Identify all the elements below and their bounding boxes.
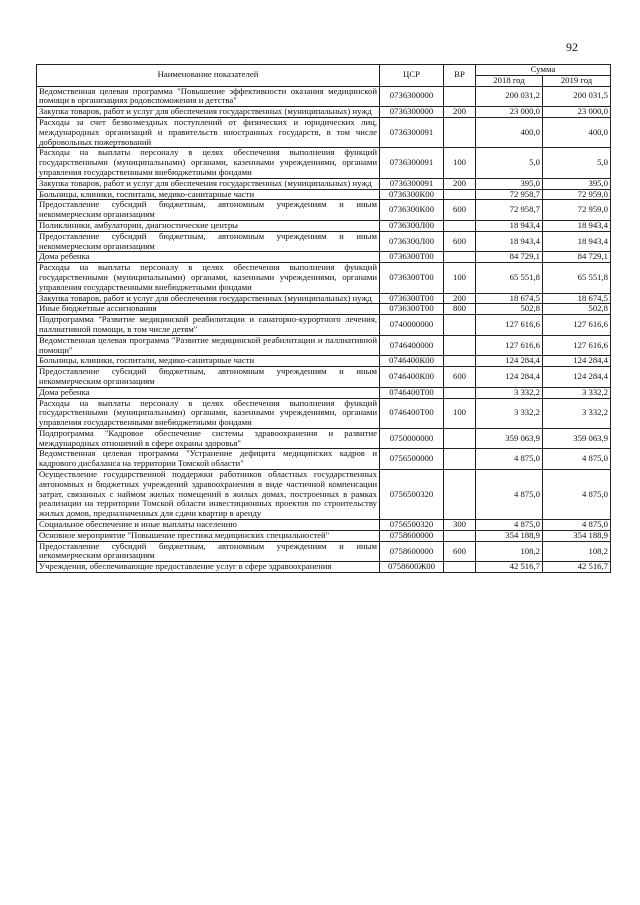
cell-csr: 0736300000 bbox=[380, 107, 444, 118]
cell-name: Предоставление субсидий бюджетным, автономным учреждениям и иным некоммерческим организациям bbox=[37, 367, 380, 388]
cell-name: Предоставление субсидий бюджетным, автономным учреждениям и иным некоммерческим организациям bbox=[37, 541, 380, 562]
cell-name: Социальное обеспечение и иные выплаты населению bbox=[37, 520, 380, 531]
cell-name: Расходы на выплаты персоналу в целях обеспечения выполнения функций государственными (муниципальными) органами, казенными учреждениями, органами управления государственными внебюджетными фондами bbox=[37, 263, 380, 293]
cell-2018: 359 063,9 bbox=[476, 428, 543, 449]
table-row bbox=[37, 562, 611, 573]
header-year-2018: 2018 год bbox=[476, 75, 543, 86]
cell-csr: 0758600Ж00 bbox=[380, 562, 444, 573]
cell-2018: 72 958,7 bbox=[476, 200, 543, 221]
table-body bbox=[37, 86, 611, 572]
cell-2018: 3 332,2 bbox=[476, 398, 543, 428]
table-row bbox=[37, 148, 611, 178]
cell-vr: 100 bbox=[444, 263, 476, 293]
cell-2018: 65 551,8 bbox=[476, 263, 543, 293]
cell-2018: 42 516,7 bbox=[476, 562, 543, 573]
cell-csr: 0736300000 bbox=[380, 86, 444, 107]
cell-2019: 354 188,9 bbox=[543, 530, 611, 541]
cell-name: Иные бюджетные ассигнования bbox=[37, 304, 380, 315]
cell-csr: 0736300Л00 bbox=[380, 220, 444, 231]
cell-2019: 124 284,4 bbox=[543, 367, 611, 388]
cell-csr: 0750000000 bbox=[380, 428, 444, 449]
cell-2018: 5,0 bbox=[476, 148, 543, 178]
cell-name: Расходы на выплаты персоналу в целях обеспечения выполнения функций государственными (муниципальными) органами, казенными учреждениями, органами управления государственными внебюджетными фондами bbox=[37, 398, 380, 428]
cell-csr: 0736300Л00 bbox=[380, 231, 444, 252]
cell-name: Дома ребенка bbox=[37, 387, 380, 398]
cell-2019: 3 332,2 bbox=[543, 398, 611, 428]
cell-2018: 18 943,4 bbox=[476, 220, 543, 231]
cell-2019: 23 000,0 bbox=[543, 107, 611, 118]
cell-csr: 0736300К00 bbox=[380, 189, 444, 200]
cell-2019: 4 875,0 bbox=[543, 470, 611, 520]
cell-2018: 4 875,0 bbox=[476, 470, 543, 520]
table-row bbox=[37, 252, 611, 263]
cell-2018: 354 188,9 bbox=[476, 530, 543, 541]
cell-vr bbox=[444, 252, 476, 263]
cell-2018: 4 875,0 bbox=[476, 449, 543, 470]
cell-2019: 3 332,2 bbox=[543, 387, 611, 398]
budget-table bbox=[36, 64, 611, 573]
cell-name: Подпрограмма "Кадровое обеспечение системы здравоохранения и развитие международных отношений в сфере охраны здоровья" bbox=[37, 428, 380, 449]
cell-2019: 502,8 bbox=[543, 304, 611, 315]
cell-vr: 200 bbox=[444, 293, 476, 304]
cell-csr: 0756500000 bbox=[380, 449, 444, 470]
cell-2019: 400,0 bbox=[543, 117, 611, 147]
header-row bbox=[37, 65, 611, 76]
table-row bbox=[37, 449, 611, 470]
table-row bbox=[37, 189, 611, 200]
cell-vr bbox=[444, 117, 476, 147]
cell-name: Поликлиники, амбулатории, диагностические центры bbox=[37, 220, 380, 231]
cell-csr: 0758600000 bbox=[380, 541, 444, 562]
cell-vr: 600 bbox=[444, 541, 476, 562]
table-row bbox=[37, 293, 611, 304]
cell-vr bbox=[444, 356, 476, 367]
table-row bbox=[37, 530, 611, 541]
header-vr: ВР bbox=[444, 65, 476, 87]
cell-2018: 127 616,6 bbox=[476, 315, 543, 336]
cell-name: Основное мероприятие "Повышение престижа медицинских специальностей" bbox=[37, 530, 380, 541]
table-row bbox=[37, 335, 611, 356]
cell-csr: 0746400Т00 bbox=[380, 398, 444, 428]
cell-csr: 0756500320 bbox=[380, 520, 444, 531]
cell-vr bbox=[444, 387, 476, 398]
cell-2018: 124 284,4 bbox=[476, 367, 543, 388]
cell-name: Подпрограмма "Развитие медицинской реабилитации и санаторно-курортного лечения, паллиативной помощи, в том числе детям" bbox=[37, 315, 380, 336]
cell-csr: 0736300Т00 bbox=[380, 252, 444, 263]
cell-2019: 65 551,8 bbox=[543, 263, 611, 293]
cell-csr: 0746400000 bbox=[380, 335, 444, 356]
cell-vr: 600 bbox=[444, 231, 476, 252]
cell-2019: 84 729,1 bbox=[543, 252, 611, 263]
cell-2019: 395,0 bbox=[543, 178, 611, 189]
cell-2019: 72 959,0 bbox=[543, 189, 611, 200]
cell-vr: 200 bbox=[444, 178, 476, 189]
cell-name: Учреждения, обеспечивающие предоставление услуг в сфере здравоохранения bbox=[37, 562, 380, 573]
cell-2019: 5,0 bbox=[543, 148, 611, 178]
cell-csr: 0736300091 bbox=[380, 178, 444, 189]
cell-vr bbox=[444, 220, 476, 231]
table-row bbox=[37, 107, 611, 118]
cell-csr: 0736300Т00 bbox=[380, 293, 444, 304]
table-row bbox=[37, 117, 611, 147]
cell-vr: 100 bbox=[444, 148, 476, 178]
cell-name: Расходы на выплаты персоналу в целях обеспечения выполнения функций государственными (муниципальными) органами, казенными учреждениями, органами управления государственными внебюджетными фондами bbox=[37, 148, 380, 178]
cell-2018: 108,2 bbox=[476, 541, 543, 562]
cell-csr: 0736300091 bbox=[380, 148, 444, 178]
table-row bbox=[37, 200, 611, 221]
cell-2019: 4 875,0 bbox=[543, 520, 611, 531]
cell-2018: 395,0 bbox=[476, 178, 543, 189]
cell-2018: 3 332,2 bbox=[476, 387, 543, 398]
cell-name: Дома ребенка bbox=[37, 252, 380, 263]
table-row bbox=[37, 520, 611, 531]
cell-vr bbox=[444, 315, 476, 336]
cell-csr: 0736300Т00 bbox=[380, 263, 444, 293]
cell-vr: 300 bbox=[444, 520, 476, 531]
cell-name: Предоставление субсидий бюджетным, автономным учреждениям и иным некоммерческим организациям bbox=[37, 200, 380, 221]
cell-vr: 200 bbox=[444, 107, 476, 118]
cell-csr: 0756500320 bbox=[380, 470, 444, 520]
cell-2018: 18 674,5 bbox=[476, 293, 543, 304]
table-row bbox=[37, 315, 611, 336]
cell-2018: 18 943,4 bbox=[476, 231, 543, 252]
table-row bbox=[37, 387, 611, 398]
cell-csr: 0736300К00 bbox=[380, 200, 444, 221]
cell-2019: 18 674,5 bbox=[543, 293, 611, 304]
cell-vr bbox=[444, 335, 476, 356]
table-row bbox=[37, 178, 611, 189]
cell-2019: 359 063,9 bbox=[543, 428, 611, 449]
cell-csr: 0758600000 bbox=[380, 530, 444, 541]
header-year-2019: 2019 год bbox=[543, 75, 611, 86]
table-row bbox=[37, 428, 611, 449]
cell-2019: 108,2 bbox=[543, 541, 611, 562]
table-row bbox=[37, 470, 611, 520]
cell-name: Осуществление государственной поддержки работников областных государственных автономных и бюджетных учреждений здравоохранения в виде частичной компенсации затрат, связанных с наймом жилых помещений в жилых домах, построенных в рамках реализации на территории Томской области инвестиционных проектов по строительству жилых домов, предназначенных для сдачи квартир в аренду bbox=[37, 470, 380, 520]
cell-name: Предоставление субсидий бюджетным, автономным учреждениям и иным некоммерческим организациям bbox=[37, 231, 380, 252]
table-row bbox=[37, 367, 611, 388]
header-sum: Сумма bbox=[476, 65, 611, 76]
cell-csr: 0746400Т00 bbox=[380, 387, 444, 398]
cell-2018: 400,0 bbox=[476, 117, 543, 147]
cell-csr: 0740000000 bbox=[380, 315, 444, 336]
table-row bbox=[37, 356, 611, 367]
cell-2018: 84 729,1 bbox=[476, 252, 543, 263]
table-row bbox=[37, 220, 611, 231]
page-number: 92 bbox=[566, 40, 578, 54]
cell-vr bbox=[444, 562, 476, 573]
cell-vr: 800 bbox=[444, 304, 476, 315]
cell-vr bbox=[444, 428, 476, 449]
table-row bbox=[37, 398, 611, 428]
cell-vr bbox=[444, 86, 476, 107]
cell-2019: 42 516,7 bbox=[543, 562, 611, 573]
cell-2018: 502,8 bbox=[476, 304, 543, 315]
cell-vr: 600 bbox=[444, 200, 476, 221]
cell-2018: 72 958,7 bbox=[476, 189, 543, 200]
cell-name: Ведомственная целевая программа "Устранение дефицита медицинских кадров и кадрового дисбаланса на территории Томской области" bbox=[37, 449, 380, 470]
cell-2018: 4 875,0 bbox=[476, 520, 543, 531]
header-name: Наименование показателей bbox=[37, 65, 380, 87]
cell-name: Ведомственная целевая программа "Повышение эффективности оказания медицинской помощи в организациях родовспоможения и детства" bbox=[37, 86, 380, 107]
cell-name: Закупка товаров, работ и услуг для обеспечения государственных (муниципальных) нужд bbox=[37, 178, 380, 189]
cell-2018: 200 031,2 bbox=[476, 86, 543, 107]
cell-csr: 0736300091 bbox=[380, 117, 444, 147]
header-csr: ЦСР bbox=[380, 65, 444, 87]
table-row bbox=[37, 86, 611, 107]
cell-vr bbox=[444, 449, 476, 470]
cell-2019: 72 959,0 bbox=[543, 200, 611, 221]
cell-2019: 18 943,4 bbox=[543, 220, 611, 231]
cell-csr: 0736300Т00 bbox=[380, 304, 444, 315]
cell-vr: 100 bbox=[444, 398, 476, 428]
cell-2019: 124 284,4 bbox=[543, 356, 611, 367]
cell-name: Закупка товаров, работ и услуг для обеспечения государственных (муниципальных) нужд bbox=[37, 107, 380, 118]
table-row bbox=[37, 541, 611, 562]
cell-csr: 0746400К00 bbox=[380, 356, 444, 367]
table-row bbox=[37, 263, 611, 293]
cell-vr bbox=[444, 470, 476, 520]
cell-2019: 200 031,5 bbox=[543, 86, 611, 107]
cell-2019: 127 616,6 bbox=[543, 335, 611, 356]
cell-2019: 127 616,6 bbox=[543, 315, 611, 336]
cell-vr bbox=[444, 530, 476, 541]
cell-vr bbox=[444, 189, 476, 200]
table-row bbox=[37, 304, 611, 315]
cell-name: Закупка товаров, работ и услуг для обеспечения государственных (муниципальных) нужд bbox=[37, 293, 380, 304]
cell-2018: 23 000,0 bbox=[476, 107, 543, 118]
table-row bbox=[37, 231, 611, 252]
cell-name: Ведомственная целевая программа "Развитие медицинской реабилитации и паллиативной помощи" bbox=[37, 335, 380, 356]
cell-vr: 600 bbox=[444, 367, 476, 388]
cell-name: Расходы за счет безвозмездных поступлений от физических и юридических лиц, международных организаций и правительств иностранных государств, в том числе добровольных пожертвований bbox=[37, 117, 380, 147]
cell-name: Больницы, клиники, госпитали, медико-санитарные части bbox=[37, 356, 380, 367]
cell-2018: 124 284,4 bbox=[476, 356, 543, 367]
cell-2019: 18 943,4 bbox=[543, 231, 611, 252]
cell-2019: 4 875,0 bbox=[543, 449, 611, 470]
cell-name: Больницы, клиники, госпитали, медико-санитарные части bbox=[37, 189, 380, 200]
cell-csr: 0746400К00 bbox=[380, 367, 444, 388]
cell-2018: 127 616,6 bbox=[476, 335, 543, 356]
